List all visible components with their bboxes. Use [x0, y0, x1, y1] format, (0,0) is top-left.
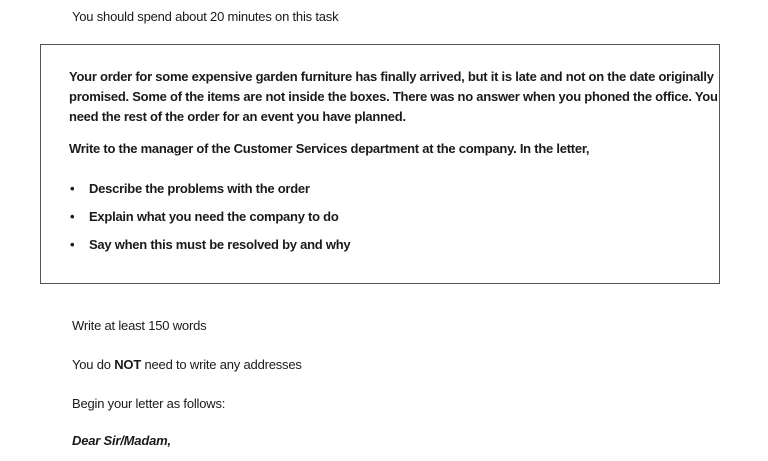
task-bullet-list [69, 179, 350, 263]
addresses-note-prefix: You do [72, 357, 115, 372]
bullet-item [69, 235, 350, 263]
task-prompt: Your order for some expensive garden furniture has finally arrived, but it is late and not on the date originally promised. Some of the items are not inside the boxes. There was no answer when you phoned the office. You need the rest of the order for an event you have planned. [69, 69, 718, 124]
bullet-icon: • [70, 181, 75, 196]
task-box [40, 44, 720, 284]
bullet-icon: • [70, 237, 75, 252]
bullet-item [69, 207, 350, 235]
salutation: Dear Sir/Madam, [72, 433, 171, 448]
bullet-text: Describe the problems with the order [89, 181, 310, 196]
addresses-note-emphasis: NOT [114, 357, 142, 372]
task-instruction: Write to the manager of the Customer Services department at the company. In the letter, [69, 141, 590, 156]
time-instruction: You should spend about 20 minutes on this task [72, 9, 339, 24]
addresses-note-suffix: need to write any addresses [141, 357, 302, 372]
word-count-note: Write at least 150 words [72, 318, 207, 333]
addresses-note [72, 357, 302, 372]
bullet-icon: • [70, 209, 75, 224]
begin-letter-note: Begin your letter as follows: [72, 396, 226, 411]
bullet-item [69, 179, 350, 207]
bullet-text: Explain what you need the company to do [89, 209, 339, 224]
bullet-text: Say when this must be resolved by and why [89, 237, 351, 252]
